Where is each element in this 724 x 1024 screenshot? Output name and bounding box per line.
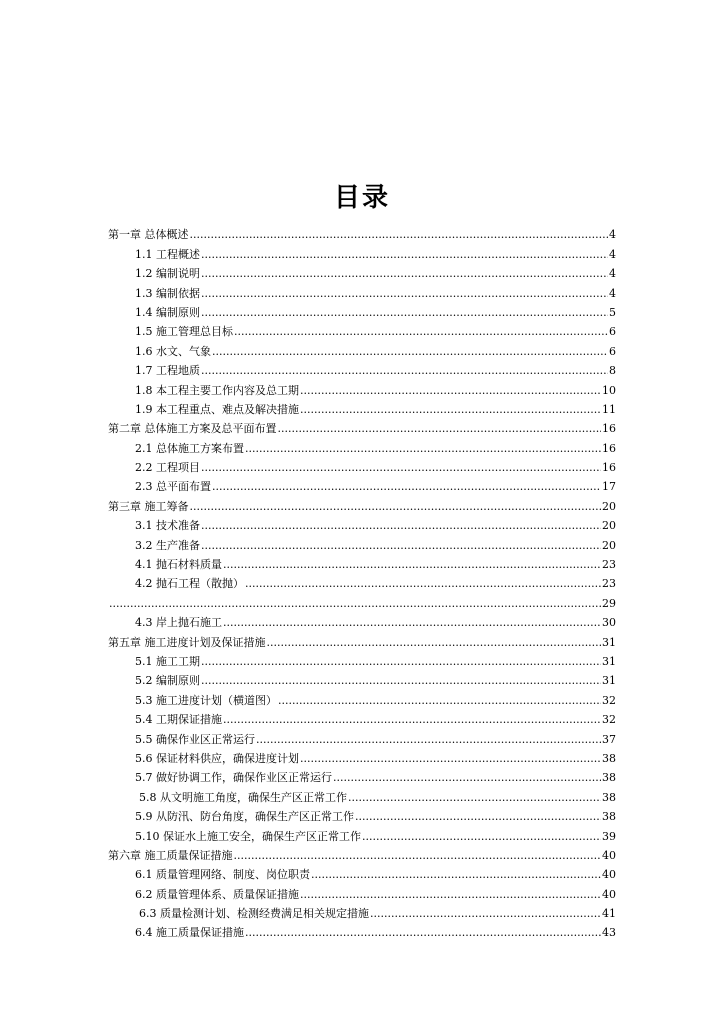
toc-entry[interactable] xyxy=(108,921,616,940)
toc-leader-dots xyxy=(311,868,601,882)
toc-entry[interactable] xyxy=(108,882,616,901)
toc-leader-dots xyxy=(370,907,601,921)
toc-entry[interactable] xyxy=(108,398,616,417)
toc-entry-label: 5.1 施工工期 xyxy=(135,654,200,668)
toc-leader-dots xyxy=(223,616,601,630)
toc-entry[interactable] xyxy=(108,417,616,436)
toc-entry-label: 5.9 从防汛、防台角度，确保生产区正常工作 xyxy=(135,810,354,824)
toc-entry[interactable] xyxy=(108,824,616,843)
toc-entry[interactable] xyxy=(108,572,616,591)
toc-leader-dots xyxy=(223,558,601,572)
toc-entry-label: 1.8 本工程主要工作内容及总工期 xyxy=(135,383,299,397)
toc-leader-dots xyxy=(300,752,601,766)
toc-entry-label: 2.3 总平面布置 xyxy=(135,480,211,494)
toc-entry-label: 5.10 保证水上施工安全，确保生产区正常工作 xyxy=(135,829,361,843)
toc-entry[interactable] xyxy=(108,475,616,494)
toc-entry-page-number: 40 xyxy=(602,848,616,862)
toc-entry-label: 5.4 工期保证措施 xyxy=(135,713,222,727)
toc-leader-dots xyxy=(300,384,601,398)
toc-entry-page-number: 39 xyxy=(602,829,616,843)
toc-leader-dots xyxy=(201,539,601,553)
toc-entry-label: 1.1 工程概述 xyxy=(135,247,200,261)
toc-entry-page-number: 31 xyxy=(602,654,616,668)
toc-entry-page-number: 38 xyxy=(602,790,616,804)
toc-entry-label: 5.8 从文明施工角度，确保生产区正常工作 xyxy=(139,790,347,804)
toc-entry-label: 1.9 本工程重点、难点及解决措施 xyxy=(135,402,299,416)
toc-entry-page-number: 5 xyxy=(609,305,616,319)
toc-leader-dots xyxy=(201,461,601,475)
toc-entry[interactable] xyxy=(108,863,616,882)
toc-leader-dots xyxy=(190,500,602,514)
toc-entry-label: 6.3 质量检测计划、检测经费满足相关规定措施 xyxy=(139,907,369,921)
toc-entry-page-number: 4 xyxy=(609,267,616,281)
toc-entry[interactable] xyxy=(108,359,616,378)
toc-leader-dots xyxy=(333,771,601,785)
toc-entry[interactable] xyxy=(108,591,616,610)
toc-entry-label: 5.5 确保作业区正常运行 xyxy=(135,732,255,746)
toc-entry[interactable] xyxy=(108,281,616,300)
toc-leader-dots xyxy=(348,791,601,805)
toc-leader-dots xyxy=(212,345,608,359)
toc-leader-dots xyxy=(256,733,601,747)
toc-entry-page-number: 20 xyxy=(602,538,616,552)
toc-entry-label: 第一章 总体概述 xyxy=(108,228,189,242)
toc-entry-page-number: 16 xyxy=(602,441,616,455)
toc-entry-page-number: 8 xyxy=(609,364,616,378)
toc-entry-label: 3.2 生产准备 xyxy=(135,538,200,552)
toc-entry[interactable] xyxy=(108,514,616,533)
toc-leader-dots xyxy=(212,480,601,494)
toc-entry[interactable] xyxy=(108,436,616,455)
toc-entry-label: 1.4 编制原则 xyxy=(135,305,200,319)
toc-entry-page-number: 38 xyxy=(602,771,616,785)
toc-entry-page-number: 4 xyxy=(609,247,616,261)
toc-entry[interactable] xyxy=(108,688,616,707)
toc-entry[interactable] xyxy=(108,805,616,824)
toc-entry-page-number: 31 xyxy=(602,635,616,649)
toc-leader-dots xyxy=(245,926,601,940)
toc-leader-dots xyxy=(201,674,601,688)
toc-entry[interactable] xyxy=(108,669,616,688)
toc-entry-label: 4.1 抛石材料质量 xyxy=(135,558,222,572)
toc-entry-page-number: 30 xyxy=(602,616,616,630)
toc-entry[interactable] xyxy=(108,844,616,863)
toc-leader-dots xyxy=(362,830,601,844)
toc-leader-dots xyxy=(234,849,602,863)
toc-entry-label: 1.7 工程地质 xyxy=(135,364,200,378)
toc-entry-page-number: 32 xyxy=(602,693,616,707)
toc-entry-page-number: 40 xyxy=(602,868,616,882)
toc-entry-label: 6.2 质量管理体系、质量保证措施 xyxy=(135,887,299,901)
toc-entry[interactable] xyxy=(108,533,616,552)
toc-entry-label: 1.3 编制依据 xyxy=(135,286,200,300)
toc-entry[interactable] xyxy=(108,553,616,572)
toc-entry[interactable] xyxy=(108,456,616,475)
toc-entry-page-number: 20 xyxy=(602,499,616,513)
toc-leader-dots xyxy=(201,248,608,262)
toc-entry-page-number: 38 xyxy=(602,810,616,824)
toc-entry-page-number: 41 xyxy=(602,907,616,921)
toc-entry-label: 5.2 编制原则 xyxy=(135,674,200,688)
toc-entry[interactable] xyxy=(108,242,616,261)
toc-entry-label: 第二章 总体施工方案及总平面布置 xyxy=(108,422,277,436)
toc-entry-page-number: 4 xyxy=(609,228,616,242)
toc-list xyxy=(108,223,616,940)
toc-entry-label: 2.1 总体施工方案布置 xyxy=(135,441,244,455)
toc-leader-dots xyxy=(234,325,608,339)
toc-entry[interactable] xyxy=(108,223,616,242)
toc-leader-dots xyxy=(201,519,601,533)
toc-leader-dots xyxy=(300,403,601,417)
toc-entry-label: 1.2 编制说明 xyxy=(135,267,200,281)
toc-entry-label: 5.7 做好协调工作，确保作业区正常运行 xyxy=(135,771,332,785)
toc-entry-page-number: 23 xyxy=(602,558,616,572)
toc-entry-label: 6.1 质量管理网络、制度、岗位职责 xyxy=(135,868,310,882)
toc-entry-page-number: 6 xyxy=(609,344,616,358)
toc-entry-page-number: 23 xyxy=(602,577,616,591)
toc-entry-label: 2.2 工程项目 xyxy=(135,461,200,475)
toc-entry-label: 第六章 施工质量保证措施 xyxy=(108,848,233,862)
toc-entry-label: 1.6 水文、气象 xyxy=(135,344,211,358)
toc-entry-label: 第五章 施工进度计划及保证措施 xyxy=(108,635,266,649)
toc-leader-dots xyxy=(201,655,601,669)
toc-entry[interactable] xyxy=(108,339,616,358)
toc-entry[interactable] xyxy=(108,611,616,630)
toc-entry[interactable] xyxy=(108,650,616,669)
toc-leader-dots xyxy=(245,442,601,456)
toc-leader-dots xyxy=(201,287,608,301)
toc-entry-page-number: 31 xyxy=(602,674,616,688)
toc-entry-page-number: 32 xyxy=(602,713,616,727)
toc-entry[interactable] xyxy=(108,630,616,649)
toc-entry-page-number: 40 xyxy=(602,887,616,901)
toc-entry[interactable] xyxy=(108,766,616,785)
toc-leader-dots xyxy=(201,364,608,378)
toc-entry-page-number: 4 xyxy=(609,286,616,300)
toc-entry-page-number: 38 xyxy=(602,751,616,765)
toc-leader-dots xyxy=(278,694,601,708)
toc-entry[interactable] xyxy=(108,494,616,513)
toc-leader-dots xyxy=(201,306,608,320)
toc-leader-dots xyxy=(201,267,608,281)
toc-entry-page-number: 43 xyxy=(602,926,616,940)
toc-entry-page-number: 16 xyxy=(602,422,616,436)
toc-title: 目录 xyxy=(333,183,390,213)
toc-entry[interactable] xyxy=(108,301,616,320)
toc-leader-dots xyxy=(355,810,601,824)
toc-entry-page-number: 10 xyxy=(602,383,616,397)
toc-entry[interactable] xyxy=(108,727,616,746)
toc-entry-label: 第三章 施工筹备 xyxy=(108,499,189,513)
toc-entry-page-number: 37 xyxy=(602,732,616,746)
toc-entry[interactable] xyxy=(108,902,616,921)
toc-entry-label: 5.3 施工进度计划（横道图） xyxy=(135,693,277,707)
toc-entry[interactable] xyxy=(108,747,616,766)
toc-entry[interactable] xyxy=(108,262,616,281)
toc-entry-page-number: 17 xyxy=(602,480,616,494)
toc-entry-page-number: 11 xyxy=(602,402,616,416)
toc-entry-page-number: 20 xyxy=(602,519,616,533)
toc-leader-dots xyxy=(245,577,601,591)
toc-entry[interactable] xyxy=(108,708,616,727)
toc-leader-dots xyxy=(190,228,609,242)
toc-entry-page-number: 6 xyxy=(609,325,616,339)
toc-entry-label: 4.3 岸上抛石施工 xyxy=(135,616,222,630)
toc-entry-page-number: 16 xyxy=(602,461,616,475)
toc-leader-dots xyxy=(109,597,601,611)
toc-entry-label: 3.1 技术准备 xyxy=(135,519,200,533)
toc-entry-label: 1.5 施工管理总目标 xyxy=(135,325,233,339)
toc-entry[interactable] xyxy=(108,378,616,397)
toc-entry[interactable] xyxy=(108,785,616,804)
toc-entry-label: 4.2 抛石工程（散抛） xyxy=(135,577,244,591)
toc-leader-dots xyxy=(223,713,601,727)
toc-entry[interactable] xyxy=(108,320,616,339)
toc-leader-dots xyxy=(267,636,602,650)
toc-entry-page-number: 29 xyxy=(602,596,616,610)
toc-entry-label: 6.4 施工质量保证措施 xyxy=(135,926,244,940)
toc-leader-dots xyxy=(300,888,601,902)
toc-entry-label: 5.6 保证材料供应，确保进度计划 xyxy=(135,751,299,765)
toc-leader-dots xyxy=(278,422,602,436)
